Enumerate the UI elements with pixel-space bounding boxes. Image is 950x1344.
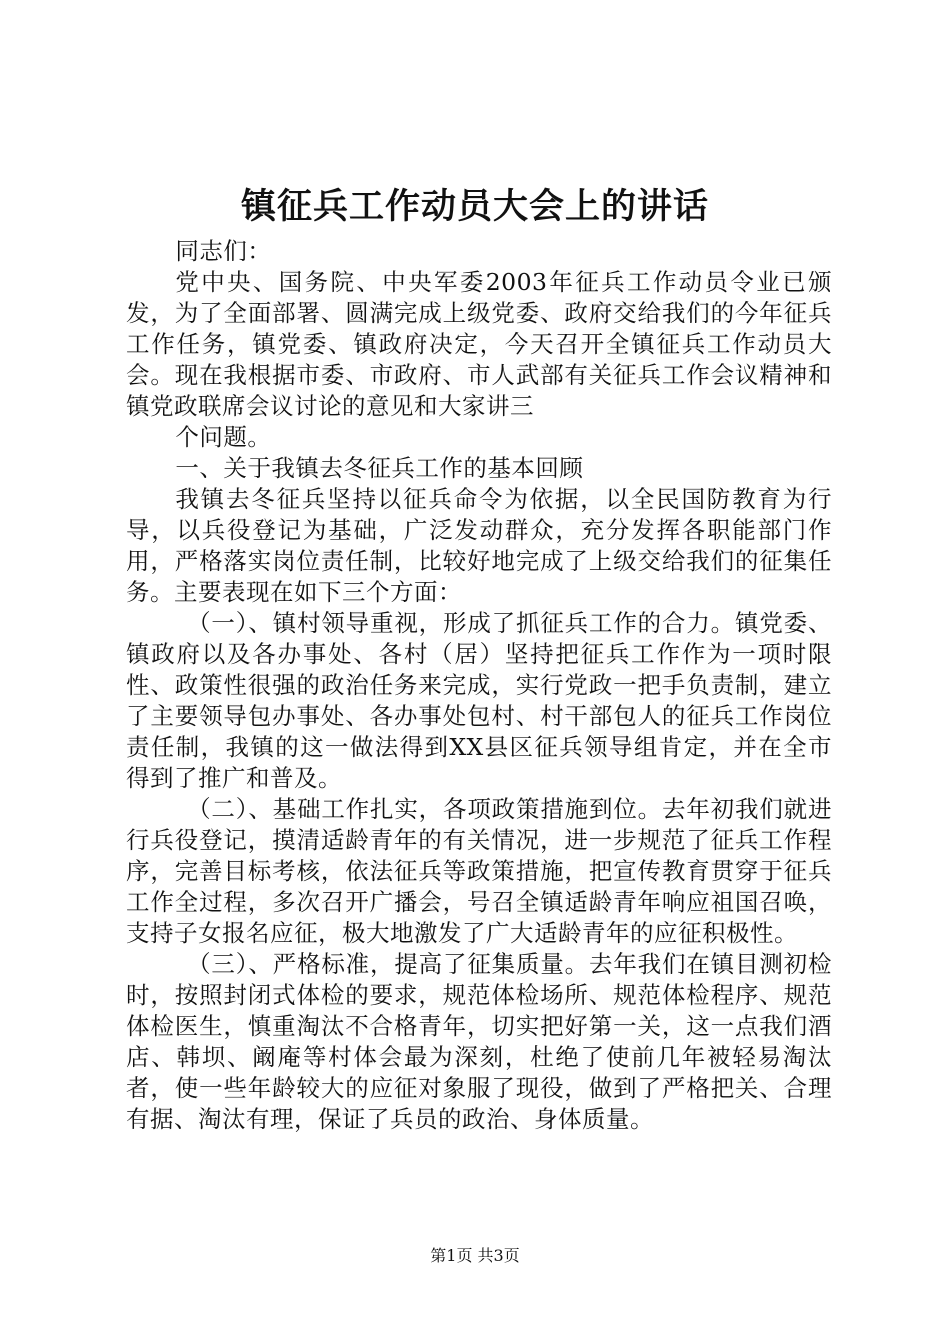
page-footer: 第1页 共3页 xyxy=(430,1246,520,1265)
paragraph-point-2: （二）、基础工作扎实，各项政策措施到位。去年初我们就进行兵役登记，摸清适龄青年的有关情况，进一步规范了征兵工作程序，完善目标考核，依法征兵等政策措施，把宣传教育贯穿于征兵工作全过程，多次召开广播会，号召全镇适龄青年响应祖国召唤，支持子女报名应征，极大地激发了广大适龄青年的应征积极性。 xyxy=(126,795,832,947)
document-title: 镇征兵工作动员大会上的讲话 xyxy=(240,186,709,227)
section-heading-1: 一、关于我镇去冬征兵工作的基本回顾 xyxy=(175,454,584,482)
paragraph-point-3: （三）、严格标准，提高了征集质量。去年我们在镇目测初检时，按照封闭式体检的要求，规范体检场所、规范体检程序、规范体检医生，慎重淘汰不合格青年，切实把好第一关，这一点我们酒店、韩坝、阚庵等村体会最为深刻，杜绝了使前几年被轻易淘汰者，使一些年龄较大的应征对象服了现役，做到了严格把关、合理有据、淘汰有理，保证了兵员的政治、身体质量。 xyxy=(126,950,832,1133)
salutation: 同志们： xyxy=(175,237,272,265)
paragraph-intro: 党中央、国务院、中央军委2003年征兵工作动员令业已颁发，为了全面部署、圆满完成上级党委、政府交给我们的今年征兵工作任务，镇党委、镇政府决定，今天召开全镇征兵工作动员大会。现在我根据市委、市政府、市人武部有关征兵工作会议精神和镇党政联席会议讨论的意见和大家讲三 xyxy=(126,268,832,420)
paragraph-point-1: （一）、镇村领导重视，形成了抓征兵工作的合力。镇党委、镇政府以及各办事处、各村（居）坚持把征兵工作作为一项时限性、政策性很强的政治任务来完成，实行党政一把手负责制，建立了主要领导包办事处、各办事处包村、村干部包人的征兵工作岗位责任制，我镇的这一做法得到XX县区征兵领导组肯定，并在全市得到了推广和普及。 xyxy=(126,609,832,792)
document-body xyxy=(126,236,832,1135)
paragraph-intro-continued: 个问题。 xyxy=(175,423,272,451)
paragraph-review: 我镇去冬征兵坚持以征兵命令为依据，以全民国防教育为行导，以兵役登记为基础，广泛发动群众，充分发挥各职能部门作用，严格落实岗位责任制，比较好地完成了上级交给我们的征集任务。主要表现在如下三个方面： xyxy=(126,485,832,606)
